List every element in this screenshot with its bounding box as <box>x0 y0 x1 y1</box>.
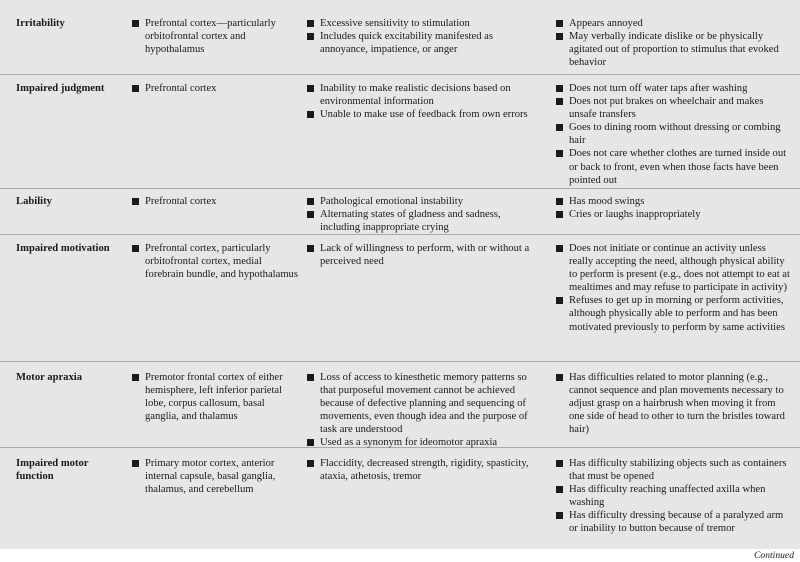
list-item: Prefrontal cortex—particularly orbitofrontal cortex and hypothalamus <box>132 17 300 56</box>
term-cell: Impaired motivation <box>16 243 110 254</box>
list-item: Pathological emotional instability <box>307 195 539 208</box>
list-item: Includes quick excitability manifested as annoyance, impatience, or anger <box>307 30 539 56</box>
term-cell: Irritability <box>16 18 65 29</box>
list-item: Goes to dining room without dressing or combing hair <box>556 121 792 147</box>
behavior-list <box>556 242 792 334</box>
list-item: Does not initiate or continue an activity unless really accepting the need, although physical ability to perform is present (e.g., does not attempt to eat at mealtimes and may refuse to participate in activity) <box>556 242 792 294</box>
region-list <box>132 195 300 208</box>
list-item: Has difficulty dressing because of a paralyzed arm or inability to button because of tremor <box>556 509 792 535</box>
list-item: Premotor frontal cortex of either hemisphere, left inferior parietal lobe, corpus callosum, basal ganglia, and thalamus <box>132 371 300 423</box>
list-item: Inability to make realistic decisions based on environmental information <box>307 82 539 108</box>
list-item: Prefrontal cortex, particularly orbitofrontal cortex, medial forebrain bundle, and hypothalamus <box>132 242 300 281</box>
behavior-list <box>556 82 792 187</box>
list-item: Does not turn off water taps after washing <box>556 82 792 95</box>
list-item: Unable to make use of feedback from own errors <box>307 108 539 121</box>
region-list <box>132 371 300 423</box>
table-row <box>0 361 800 448</box>
list-item: Cries or laughs inappropriately <box>556 208 792 221</box>
continued-label: Continued <box>754 550 794 561</box>
behavior-list <box>556 195 792 221</box>
table-row <box>0 74 800 189</box>
list-item: Has difficulty stabilizing objects such as containers that must be opened <box>556 457 792 483</box>
list-item: Prefrontal cortex <box>132 82 300 95</box>
term-cell: Lability <box>16 196 52 207</box>
list-item: Has mood swings <box>556 195 792 208</box>
term-cell: Motor apraxia <box>16 372 83 383</box>
list-item: Excessive sensitivity to stimulation <box>307 17 539 30</box>
table-row <box>0 447 800 549</box>
list-item: Has difficulties related to motor planning (e.g., cannot sequence and plan movements necessary to adjust grasp on a hairbrush when moving it from one side of head to other to turn the bristles toward hair) <box>556 371 792 436</box>
list-item: Appears annoyed <box>556 17 792 30</box>
list-item: Lack of willingness to perform, with or without a perceived need <box>307 242 539 268</box>
description-list <box>307 82 539 121</box>
term-cell: Impaired motor function <box>16 458 89 483</box>
behavior-list <box>556 371 792 436</box>
list-item: Has difficulty reaching unaffected axilla when washing <box>556 483 792 509</box>
list-item: Does not put brakes on wheelchair and makes unsafe transfers <box>556 95 792 121</box>
list-item: Used as a synonym for ideomotor apraxia <box>307 436 539 449</box>
region-list <box>132 457 300 496</box>
table-row <box>0 0 800 75</box>
list-item: Prefrontal cortex <box>132 195 300 208</box>
description-list <box>307 195 539 234</box>
term-cell: Impaired judgment <box>16 83 105 94</box>
list-item: Loss of access to kinesthetic memory patterns so that purposeful movement cannot be achieved because of defective planning and sequencing of movements, even though idea and the purpose of task are understood <box>307 371 539 436</box>
list-item: May verbally indicate dislike or be physically agitated out of proportion to stimulus that evoked behavior <box>556 30 792 69</box>
list-item: Primary motor cortex, anterior internal capsule, basal ganglia, thalamus, and cerebellum <box>132 457 300 496</box>
description-list <box>307 371 539 450</box>
table-row <box>0 234 800 362</box>
list-item: Alternating states of gladness and sadness, including inappropriate crying <box>307 208 539 234</box>
region-list <box>132 242 300 281</box>
behavior-list <box>556 17 792 69</box>
table-row <box>0 188 800 235</box>
behavior-list <box>556 457 792 536</box>
list-item: Refuses to get up in morning or perform activities, although physically able to perform and has been motivated previously to perform by same activities <box>556 294 792 333</box>
description-list <box>307 17 539 56</box>
region-list <box>132 17 300 56</box>
description-list <box>307 242 539 268</box>
list-item: Flaccidity, decreased strength, rigidity, spasticity, ataxia, athetosis, tremor <box>307 457 539 483</box>
list-item: Does not care whether clothes are turned inside out or back to front, even when those facts have been pointed out <box>556 147 792 186</box>
description-list <box>307 457 539 483</box>
region-list <box>132 82 300 95</box>
